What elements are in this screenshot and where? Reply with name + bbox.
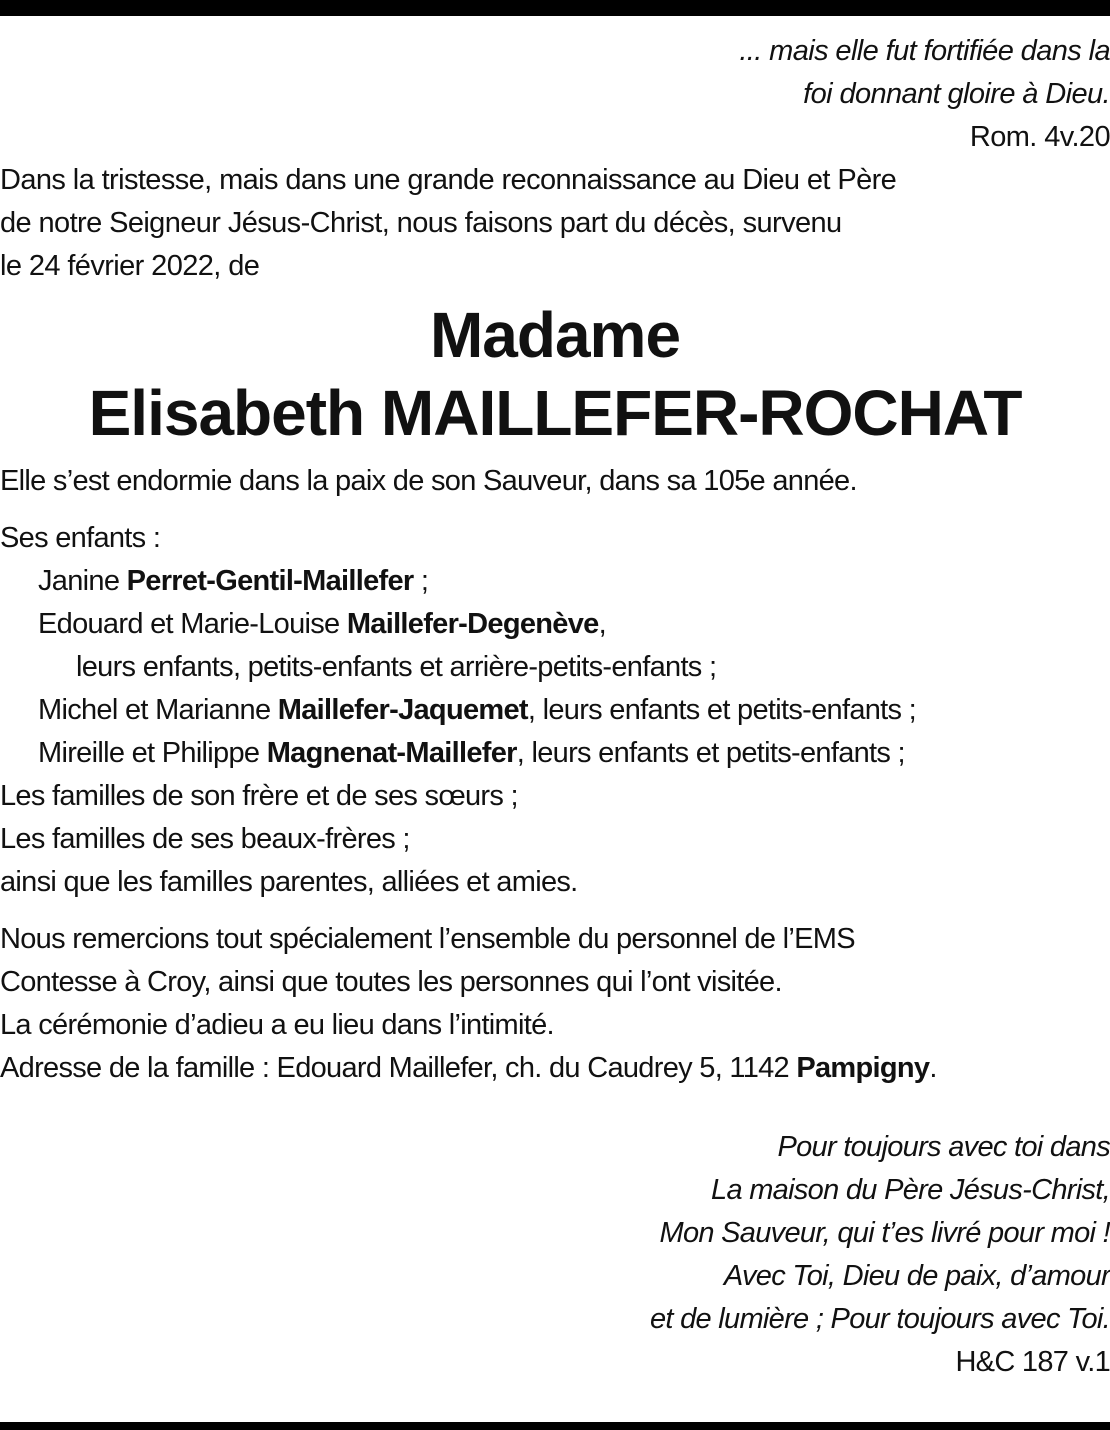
- child-descendants: leurs enfants, petits-enfants et arrière-petits-enfants ;: [76, 651, 717, 683]
- intro-line: le 24 février 2022, de: [0, 250, 260, 282]
- child-suffix: , leurs enfants et petits-enfants ;: [527, 694, 917, 726]
- poem-line: Mon Sauveur, qui t’es livré pour moi !: [659, 1217, 1110, 1249]
- child-suffix: ,: [598, 608, 606, 640]
- announcement-intro: [0, 159, 1110, 288]
- other-family-line: Les familles de son frère et de ses sœurs ;: [0, 780, 518, 812]
- child-entry: [0, 689, 1110, 732]
- epigraph: [0, 30, 1110, 159]
- top-rule: [0, 0, 1110, 16]
- intro-line: Dans la tristesse, mais dans une grande reconnaissance au Dieu et Père: [0, 164, 897, 196]
- family-list: [0, 517, 1110, 904]
- family-address: [0, 1047, 1110, 1090]
- thanks-line: Contesse à Croy, ainsi que toutes les personnes qui l’ont visitée.: [0, 966, 782, 998]
- child-surname: Magnenat-Maillefer: [266, 737, 517, 769]
- poem-line: Avec Toi, Dieu de paix, d’amour: [723, 1260, 1110, 1292]
- address-end: .: [929, 1052, 937, 1084]
- poem-line: La maison du Père Jésus-Christ,: [711, 1174, 1110, 1206]
- epigraph-line: ... mais elle fut fortifiée dans la: [739, 35, 1110, 67]
- child-entry: [0, 603, 1110, 646]
- poem-line: et de lumière ; Pour toujours avec Toi.: [649, 1303, 1110, 1335]
- child-surname: Maillefer-Degenève: [346, 608, 599, 640]
- ceremony-note: La cérémonie d’adieu a eu lieu dans l’intimité.: [0, 1009, 554, 1041]
- obituary-notice: [0, 30, 1110, 1384]
- child-given-names: Mireille et Philippe: [38, 737, 267, 769]
- address-text: Adresse de la famille : Edouard Maillefer, ch. du Caudrey 5, 1142: [0, 1052, 797, 1084]
- child-given-names: Edouard et Marie-Louise: [38, 608, 347, 640]
- bottom-rule: [0, 1422, 1110, 1430]
- child-given-names: Michel et Marianne: [38, 694, 278, 726]
- child-entry: [0, 732, 1110, 775]
- epigraph-reference: Rom. 4v.20: [969, 121, 1110, 153]
- intro-line: de notre Seigneur Jésus-Christ, nous faisons part du décès, survenu: [0, 207, 842, 239]
- child-suffix: , leurs enfants et petits-enfants ;: [516, 737, 905, 769]
- child-given-names: Janine: [38, 565, 127, 597]
- child-surname: Maillefer-Jaquemet: [277, 694, 528, 726]
- rest-sentence-block: [0, 460, 1110, 503]
- family-heading: Ses enfants :: [0, 522, 161, 554]
- closing-block: [0, 918, 1110, 1090]
- closing-poem: [0, 1126, 1110, 1384]
- other-family-line: Les familles de ses beaux-frères ;: [0, 823, 410, 855]
- poem-line: Pour toujours avec toi dans: [777, 1131, 1110, 1163]
- thanks-line: Nous remercions tout spécialement l’ensemble du personnel de l’EMS: [0, 923, 855, 955]
- deceased-name: Elisabeth MAILLEFER-ROCHAT: [88, 377, 1022, 449]
- epigraph-line: foi donnant gloire à Dieu.: [803, 78, 1110, 110]
- child-surname: Perret-Gentil-Maillefer: [126, 565, 414, 597]
- deceased-name-block: [0, 296, 1110, 452]
- child-entry: [0, 560, 1110, 603]
- rest-sentence: Elle s’est endormie dans la paix de son Sauveur, dans sa 105e année.: [0, 465, 857, 497]
- other-family-line: ainsi que les familles parentes, alliées et amies.: [0, 866, 578, 898]
- child-suffix: ;: [413, 565, 429, 597]
- deceased-title: Madame: [429, 299, 681, 371]
- poem-reference: H&C 187 v.1: [955, 1346, 1110, 1378]
- address-town: Pampigny: [796, 1052, 930, 1084]
